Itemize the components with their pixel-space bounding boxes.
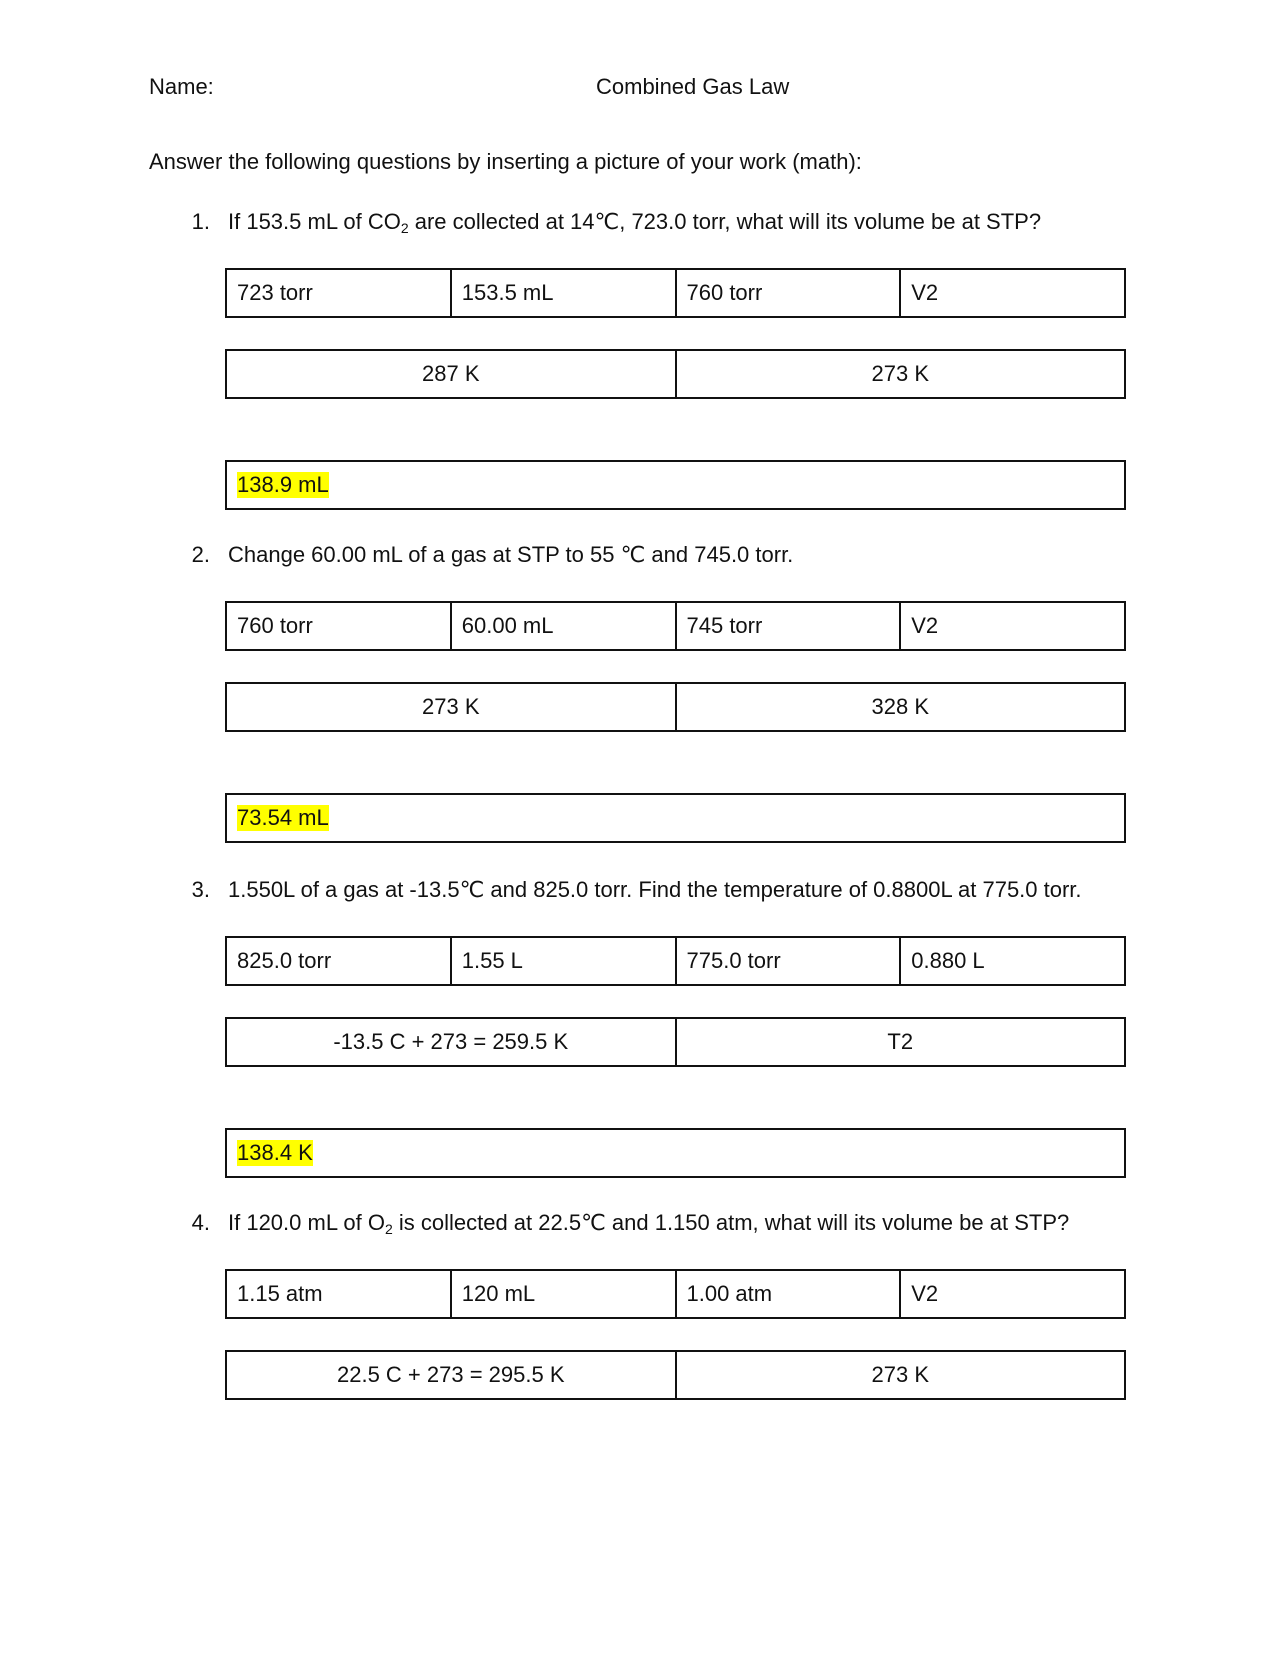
question-text: If 153.5 mL of $CO_2$ are collected at 14℃, 723.0 torr, what will its volume be at STP? <box>228 209 1042 236</box>
question-2 <box>170 541 793 569</box>
question-number: 2. <box>191 542 210 567</box>
p1-cell: 723 torr <box>237 280 313 305</box>
p2-cell: 760 torr <box>675 270 900 316</box>
answer-box-2 <box>225 793 1126 843</box>
v1-cell: 1.55 L <box>450 938 675 984</box>
values-row-1 <box>225 268 1126 318</box>
t1-cell: 287 K <box>422 361 480 386</box>
answer-box-1 <box>225 460 1126 510</box>
p1-cell: 825.0 torr <box>237 948 332 973</box>
v2-cell: V2 <box>899 603 1124 649</box>
t2-cell: 328 K <box>675 684 1125 730</box>
v1-cell: 120 mL <box>450 1271 675 1317</box>
question-text: Change 60.00 mL of a gas at STP to 55 ℃ and 745.0 torr. <box>228 542 794 567</box>
t2-cell: 273 K <box>675 1352 1125 1398</box>
question-text: 1.550L of a gas at -13.5℃ and 825.0 torr. Find the temperature of 0.8800L at 775.0 torr. <box>228 877 1082 902</box>
p2-cell: 1.00 atm <box>675 1271 900 1317</box>
p1-cell: 1.15 atm <box>237 1281 323 1306</box>
question-4 <box>170 1209 1069 1237</box>
p2-cell: 745 torr <box>675 603 900 649</box>
values-row-2 <box>225 601 1126 651</box>
answer-box-3 <box>225 1128 1126 1178</box>
values-row-3 <box>225 936 1126 986</box>
temps-row-3 <box>225 1017 1126 1067</box>
v2-cell: V2 <box>899 270 1124 316</box>
t1-cell: 22.5 C + 273 = 295.5 K <box>336 1362 565 1387</box>
v1-cell: 153.5 mL <box>450 270 675 316</box>
page-title: Combined Gas Law <box>596 74 790 99</box>
v1-cell: 60.00 mL <box>450 603 675 649</box>
question-number: 4. <box>191 1210 210 1235</box>
question-number: 1. <box>191 209 210 234</box>
p1-cell: 760 torr <box>237 613 313 638</box>
values-row-4 <box>225 1269 1126 1319</box>
question-3 <box>170 876 1082 904</box>
answer-value: 138.4 K <box>237 1140 313 1165</box>
t2-cell: 273 K <box>675 351 1125 397</box>
t1-cell: 273 K <box>422 694 480 719</box>
t2-cell: T2 <box>675 1019 1125 1065</box>
t1-cell: -13.5 C + 273 = 259.5 K <box>333 1029 569 1054</box>
question-number: 3. <box>191 877 210 902</box>
v2-cell: V2 <box>899 1271 1124 1317</box>
instructions: Answer the following questions by inserting a picture of your work (math): <box>149 149 862 174</box>
name-label: Name: <box>149 74 214 99</box>
question-1 <box>170 208 1041 236</box>
answer-value: 73.54 mL <box>237 805 329 830</box>
v2-cell: 0.880 L <box>899 938 1124 984</box>
question-text: If 120.0 mL of $O_2$ is collected at 22.5℃ and 1.150 atm, what will its volume be at STP? <box>228 1210 1070 1237</box>
temps-row-2 <box>225 682 1126 732</box>
temps-row-1 <box>225 349 1126 399</box>
p2-cell: 775.0 torr <box>675 938 900 984</box>
temps-row-4 <box>225 1350 1126 1400</box>
answer-value: 138.9 mL <box>237 472 329 497</box>
